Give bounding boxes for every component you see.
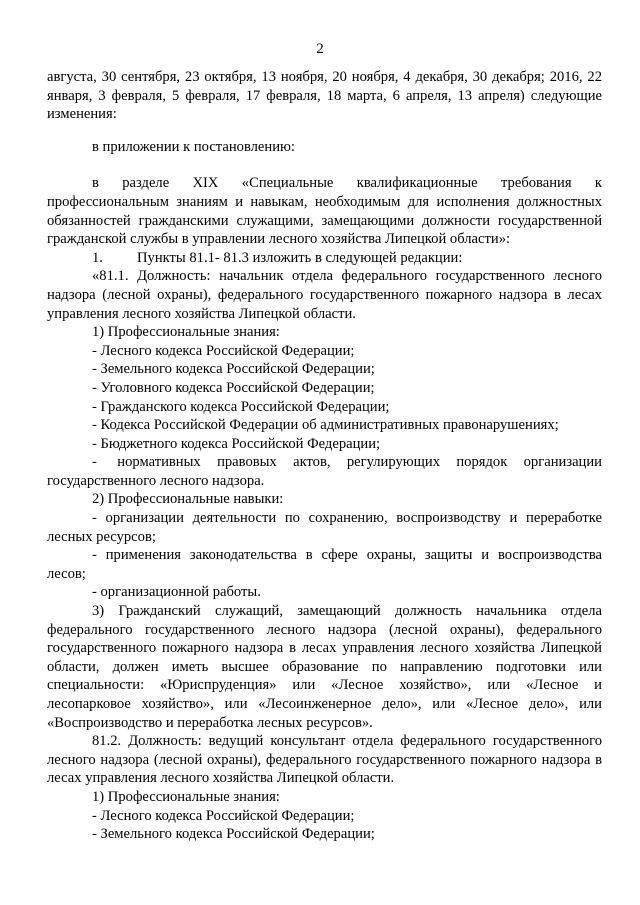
list-item: - Лесного кодекса Российской Федерации; xyxy=(92,342,355,359)
list-item: - организации деятельности по сохранению, воспроизводству и переработке лесных ресурсов; xyxy=(47,510,602,545)
list-item: - Гражданского кодекса Российской Федерации; xyxy=(92,398,390,415)
list-item: - применения законодательства в сфере охраны, защиты и воспроизводства лесов; xyxy=(47,547,602,582)
list-item: - Земельного кодекса Российской Федерации; xyxy=(92,361,375,378)
paragraph-appendix-intro: в приложении к постановлению: xyxy=(92,138,295,155)
page-number: 2 xyxy=(316,41,324,57)
paragraph-continuation: августа, 30 сентября, 23 октября, 13 ноября, 20 ноября, 4 декабря, 30 декабря; 2016, 22 января, 3 февраля, 5 февраля, 17 февраля, 18 марта, 6 апреля, 13 апреля) следующие изменения: xyxy=(47,69,602,123)
list-item: - организационной работы. xyxy=(92,584,261,601)
heading-prof-knowledge-2: 1) Профессиональные знания: xyxy=(92,788,280,805)
paragraph-81-2: 81.2. Должность: ведущий консультант отдела федерального государственного лесного надзора (лесной охраны), федерального государственного пожарного надзора в лесах управления лесного хозяйства Липецкой области. xyxy=(47,733,602,787)
paragraph-section-xix: в разделе XIX «Специальные квалификационные требования к профессиональным знаниям и навыкам, необходимым для исполнения должностных обязанностей гражданскими служащими, замещающими должности государственной гражданской службы в управлении лесного хозяйства Липецкой области»: xyxy=(47,175,606,248)
list-item: - нормативных правовых актов, регулирующих порядок организации государственного лесного надзора. xyxy=(47,454,606,489)
paragraph-81-1: «81.1. Должность: начальник отдела федерального государственного лесного надзора (лесной охраны), федерального государственного пожарного надзора в лесах управления лесного хозяйства Липецкой области. xyxy=(47,268,602,322)
paragraph-education-req: 3) Гражданский служащий, замещающий должность начальника отдела федерального государственного лесного надзора (лесной охраны), федерального государственного пожарного надзора в лесах управления лесного хозяйства Липецкой области, должен иметь высшее образование по направлению подготовки или специальности: «Юриспруденция» или «Лесное хозяйство», или «Лесное и лесопарковое хозяйство», или «Лесоинженерное дело», или «Лесное дело», или «Воспроизводство и переработка лесных ресурсов». xyxy=(47,603,602,731)
heading-prof-skills: 2) Профессиональные навыки: xyxy=(92,491,284,508)
item-1-text: Пункты 81.1- 81.3 изложить в следующей редакции: xyxy=(137,249,463,266)
list-item: - Кодекса Российской Федерации об административных правонарушениях; xyxy=(92,417,559,434)
list-item: - Земельного кодекса Российской Федерации; xyxy=(92,826,375,843)
list-item: - Уголовного кодекса Российской Федерации; xyxy=(92,379,375,396)
list-item: - Лесного кодекса Российской Федерации; xyxy=(92,807,355,824)
list-item: - Бюджетного кодекса Российской Федерации; xyxy=(92,435,381,452)
heading-prof-knowledge-1: 1) Профессиональные знания: xyxy=(92,324,280,341)
item-1-number: 1. xyxy=(92,249,103,266)
paragraph-item-1 xyxy=(47,249,602,268)
document-body xyxy=(47,68,606,844)
